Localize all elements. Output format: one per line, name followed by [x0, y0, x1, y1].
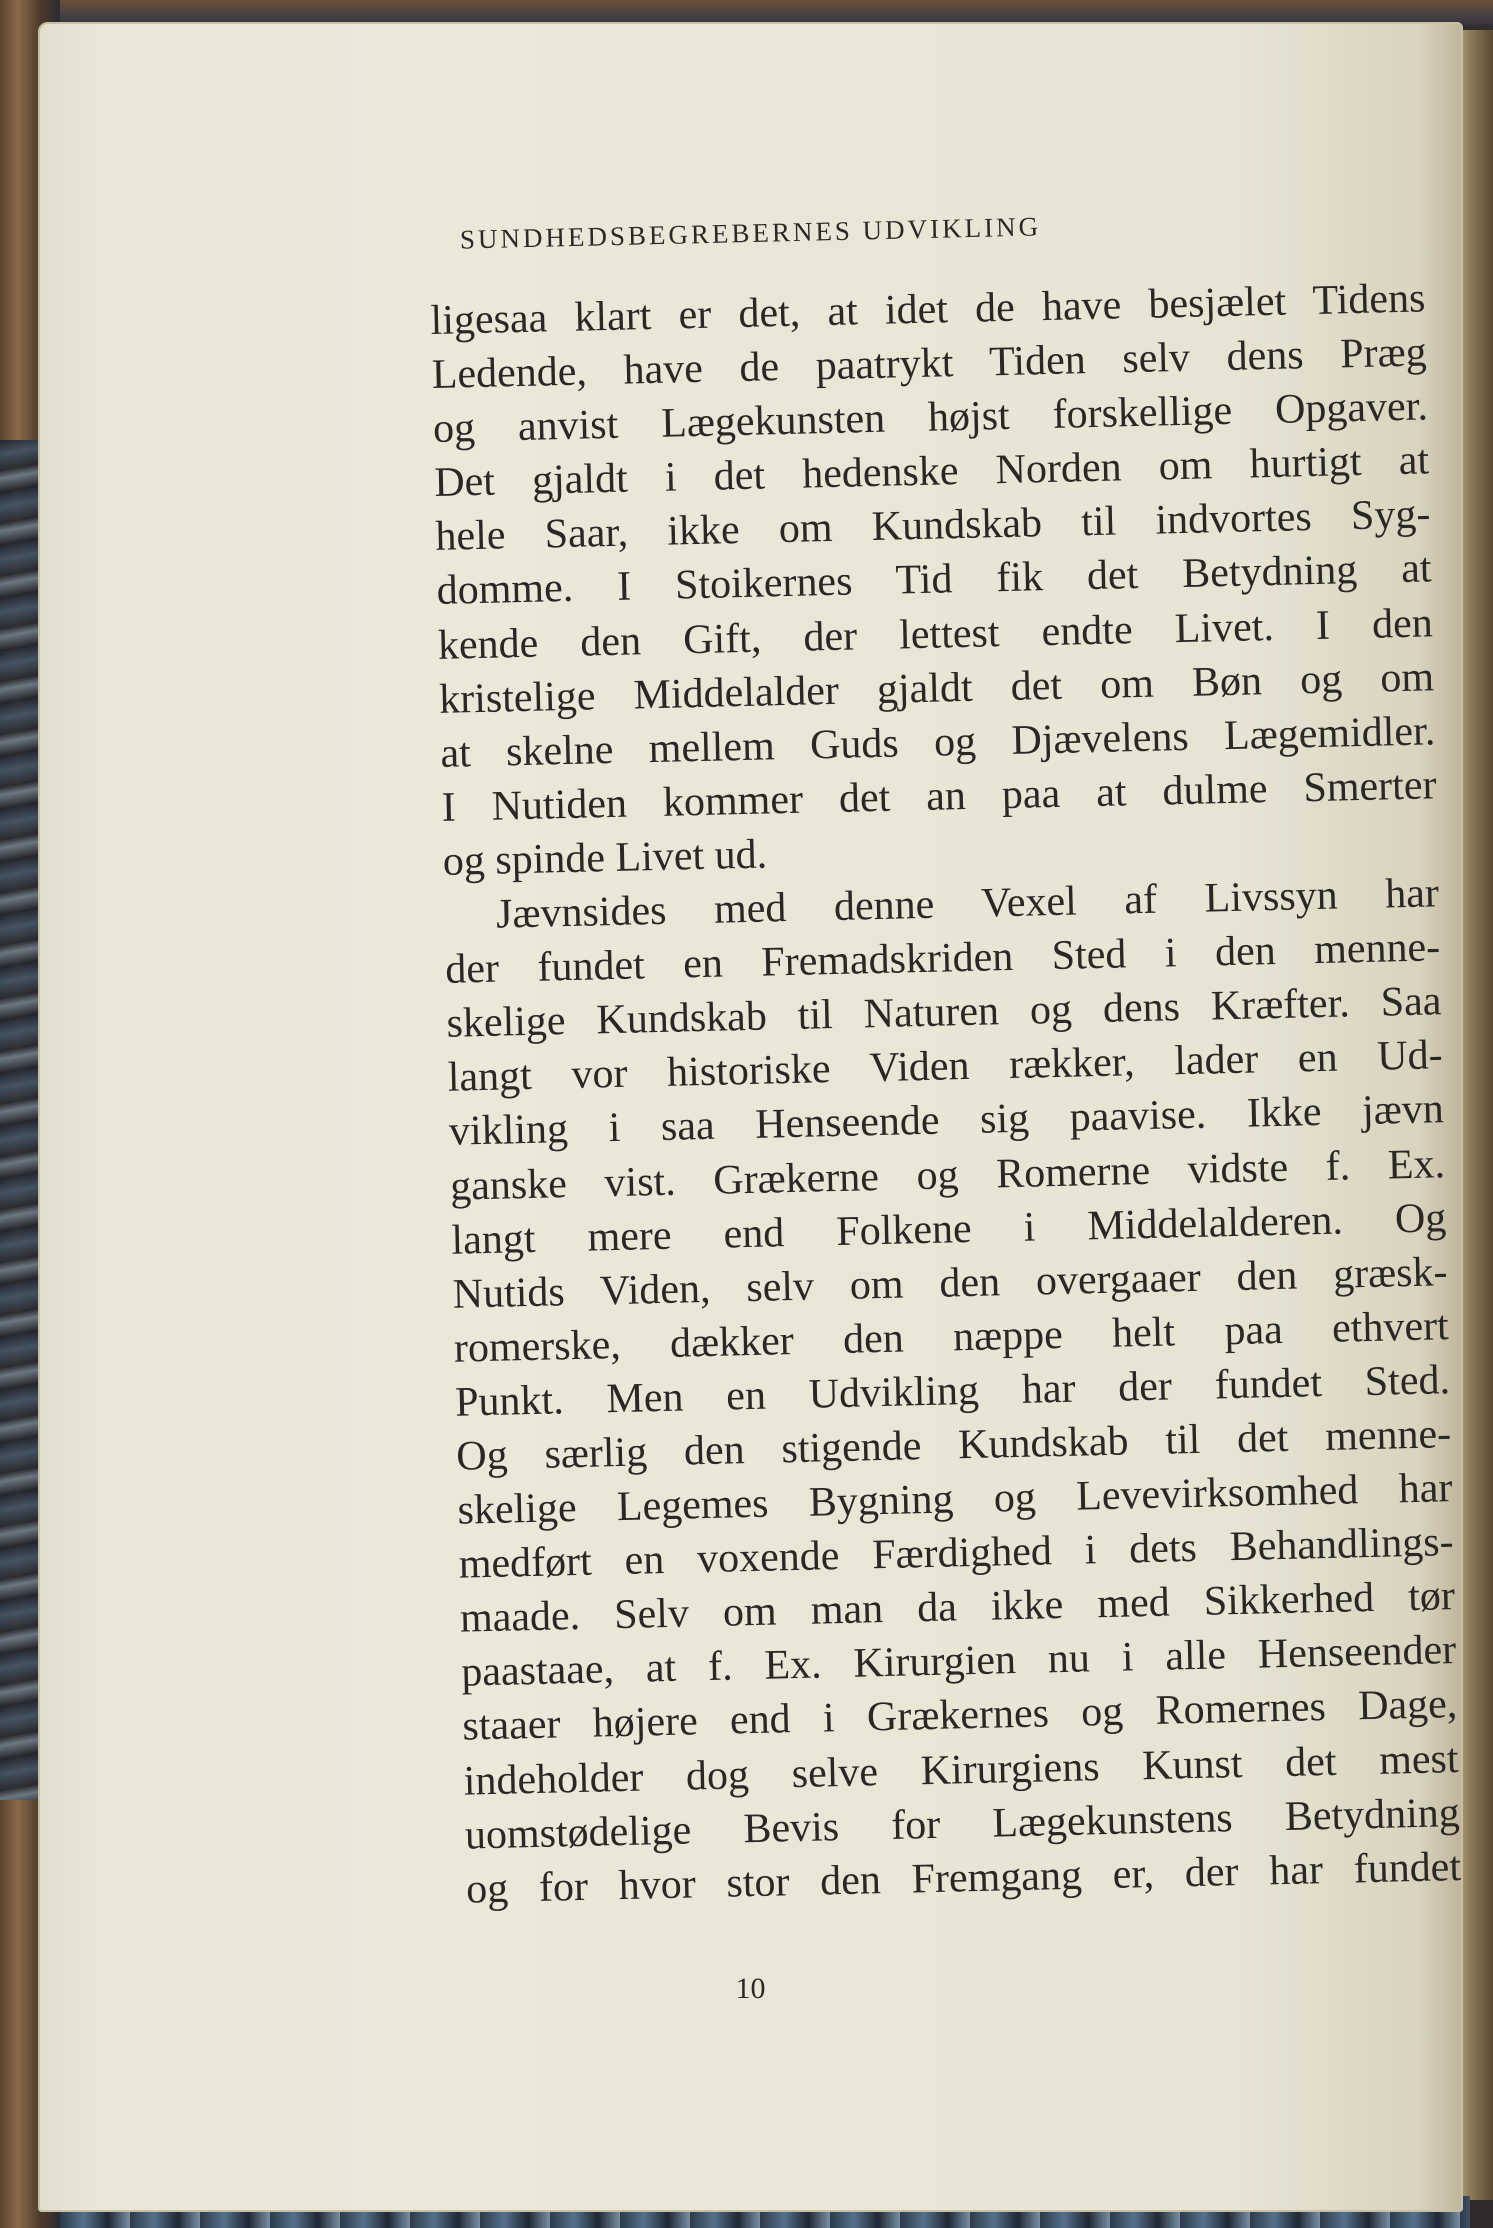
text-line: uomstødelige Bevis for Lægekunstens Betydning — [464, 1789, 1461, 1859]
text-line: skelige Legemes Bygning og Levevirksomhed har — [457, 1465, 1453, 1534]
text-line: og for hvor stor den Fremgang er, der har fundet — [465, 1843, 1462, 1913]
text-line: at skelne mellem Guds og Djævelens Lægemidler. — [439, 708, 1436, 777]
text-line: der fundet en Fremadskriden Sted i den menne- — [444, 924, 1441, 993]
text-line: Nutids Viden, selv om den overgaaer den græsk- — [452, 1248, 1448, 1318]
text-line: Jævnsides med denne Vexel af Livssyn har — [495, 870, 1440, 938]
text-line: Ledende, have de paatrykt Tiden selv dens Præg — [431, 329, 1428, 399]
text-line: medført en voxende Færdighed i dets Behandlings- — [458, 1519, 1455, 1588]
text-line: ligesaa klart er det, at idet de have besjælet Tidens — [430, 275, 1426, 344]
text-line: ganske vist. Grækerne og Romerne vidste f. Ex. — [449, 1140, 1446, 1210]
book-page — [38, 22, 1463, 2212]
text-line: langt mere end Folkene i Middelalderen. Og — [450, 1194, 1447, 1264]
text-line: hele Saar, ikke om Kundskab til indvortes Syg- — [434, 491, 1431, 561]
text-line: og spinde Livet ud. — [442, 831, 768, 885]
page-number: 10 — [735, 1972, 766, 2005]
text-line: langt vor historiske Viden rækker, lader en Ud- — [447, 1032, 1444, 1102]
text-line: indeholder dog selve Kirurgiens Kunst det mest — [463, 1735, 1460, 1805]
text-line: og anvist Lægekunsten højst forskellige Opgaver. — [432, 383, 1429, 453]
text-line: Det gjaldt i det hedenske Norden om hurtigt at — [433, 437, 1430, 507]
text-line: Punkt. Men en Udvikling har der fundet Sted. — [454, 1357, 1451, 1426]
text-line: Og særlig den stigende Kundskab til det menne- — [455, 1411, 1452, 1480]
text-line: staaer højere end i Grækernes og Romernes Dage, — [461, 1681, 1458, 1751]
text-line: I Nutiden kommer det an paa at dulme Smerter — [441, 762, 1437, 831]
text-line: kende den Gift, der lettest endte Livet. I den — [437, 599, 1434, 669]
text-line: skelige Kundskab til Naturen og dens Kræfter. Saa — [446, 978, 1442, 1048]
body-text — [430, 271, 1462, 1916]
text-line: romerske, dækker den næppe helt paa ethvert — [453, 1302, 1450, 1372]
running-head: SUNDHEDSBEGREBERNES UDVIKLING — [459, 211, 1042, 255]
text-line: paastaae, at f. Ex. Kirurgien nu i alle Henseender — [460, 1627, 1457, 1696]
text-line: kristelige Middelalder gjaldt det om Bøn og om — [438, 653, 1435, 723]
text-line: domme. I Stoikernes Tid fik det Betydning at — [436, 545, 1433, 615]
text-line: vikling i saa Henseende sig paavise. Ikke jævn — [448, 1086, 1445, 1156]
text-line: maade. Selv om man da ikke med Sikkerhed tør — [459, 1573, 1456, 1642]
